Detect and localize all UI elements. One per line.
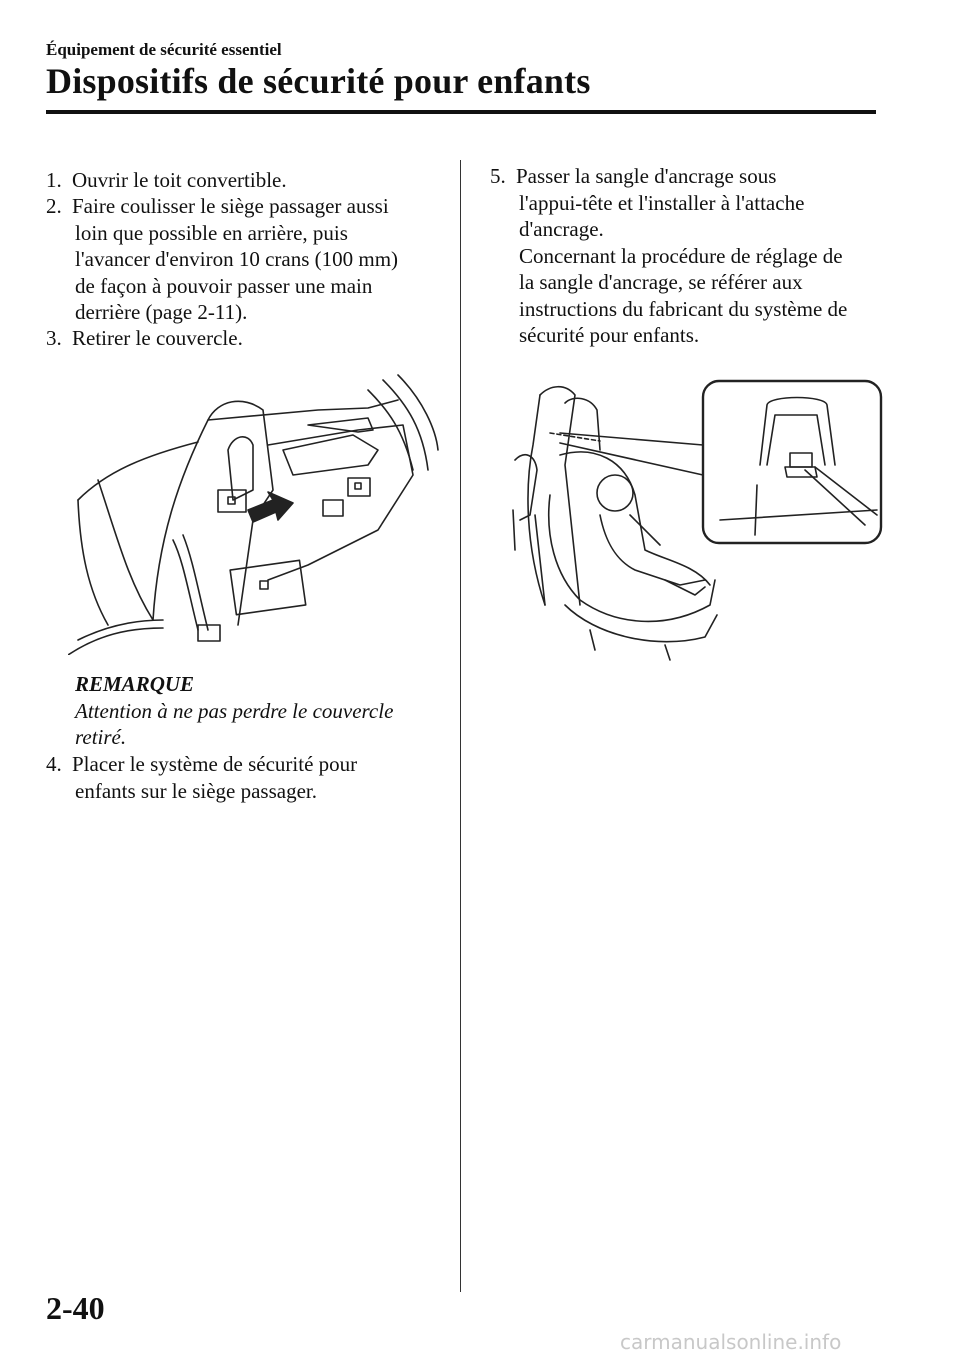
note bbox=[75, 671, 450, 751]
step-text-line: Concernant la procédure de réglage de bbox=[519, 243, 843, 268]
step-3 bbox=[46, 325, 446, 352]
page-number: 2-40 bbox=[46, 1290, 105, 1326]
step-text-line: sécurité pour enfants. bbox=[519, 323, 700, 347]
step-text-line: l'appui-tête et l'installer à l'attache bbox=[519, 190, 805, 215]
page-title: Dispositifs de sécurité pour enfants bbox=[46, 61, 591, 101]
note-heading: REMARQUE bbox=[75, 672, 195, 696]
step-number: 3. bbox=[46, 326, 62, 350]
step-text-line: de façon à pouvoir passer une main bbox=[75, 273, 373, 298]
step-text-line: instructions du fabricant du système de bbox=[519, 296, 848, 321]
step-number: 4. bbox=[46, 752, 62, 776]
note-text-line: Attention à ne pas perdre le couvercle bbox=[75, 698, 394, 723]
cover-removal-illustration bbox=[68, 370, 443, 655]
title-rule bbox=[46, 110, 876, 114]
step-2 bbox=[46, 193, 446, 326]
column-divider bbox=[460, 160, 461, 1292]
step-text-line: enfants sur le siège passager. bbox=[75, 778, 318, 803]
step-text-line: Passer la sangle d'ancrage sous bbox=[516, 164, 777, 188]
step-text-line: d'ancrage. bbox=[519, 217, 604, 241]
step-text-line: Placer le système de sécurité pour bbox=[72, 752, 358, 776]
step-4 bbox=[46, 751, 446, 804]
step-text-line: l'avancer d'environ 10 crans (100 mm) bbox=[75, 247, 399, 271]
step-number: 2. bbox=[46, 194, 62, 218]
step-text-line: derrière (page 2-11). bbox=[75, 300, 248, 324]
step-number: 1. bbox=[46, 168, 62, 192]
step-text-line: la sangle d'ancrage, se référer aux bbox=[519, 270, 803, 294]
step-text-line: Ouvrir le toit convertible. bbox=[72, 168, 287, 192]
step-5 bbox=[490, 163, 910, 349]
step-text-line: Faire coulisser le siège passager aussi bbox=[72, 194, 389, 218]
step-text-line: loin que possible en arrière, puis bbox=[75, 220, 348, 245]
section-label: Équipement de sécurité essentiel bbox=[46, 40, 282, 59]
watermark: carmanualsonline.info bbox=[620, 1330, 842, 1354]
step-text-line: Retirer le couvercle. bbox=[72, 326, 243, 350]
note-text-line: retiré. bbox=[75, 725, 127, 749]
tether-strap-illustration bbox=[505, 375, 885, 665]
step-1 bbox=[46, 167, 446, 194]
step-number: 5. bbox=[490, 164, 506, 188]
